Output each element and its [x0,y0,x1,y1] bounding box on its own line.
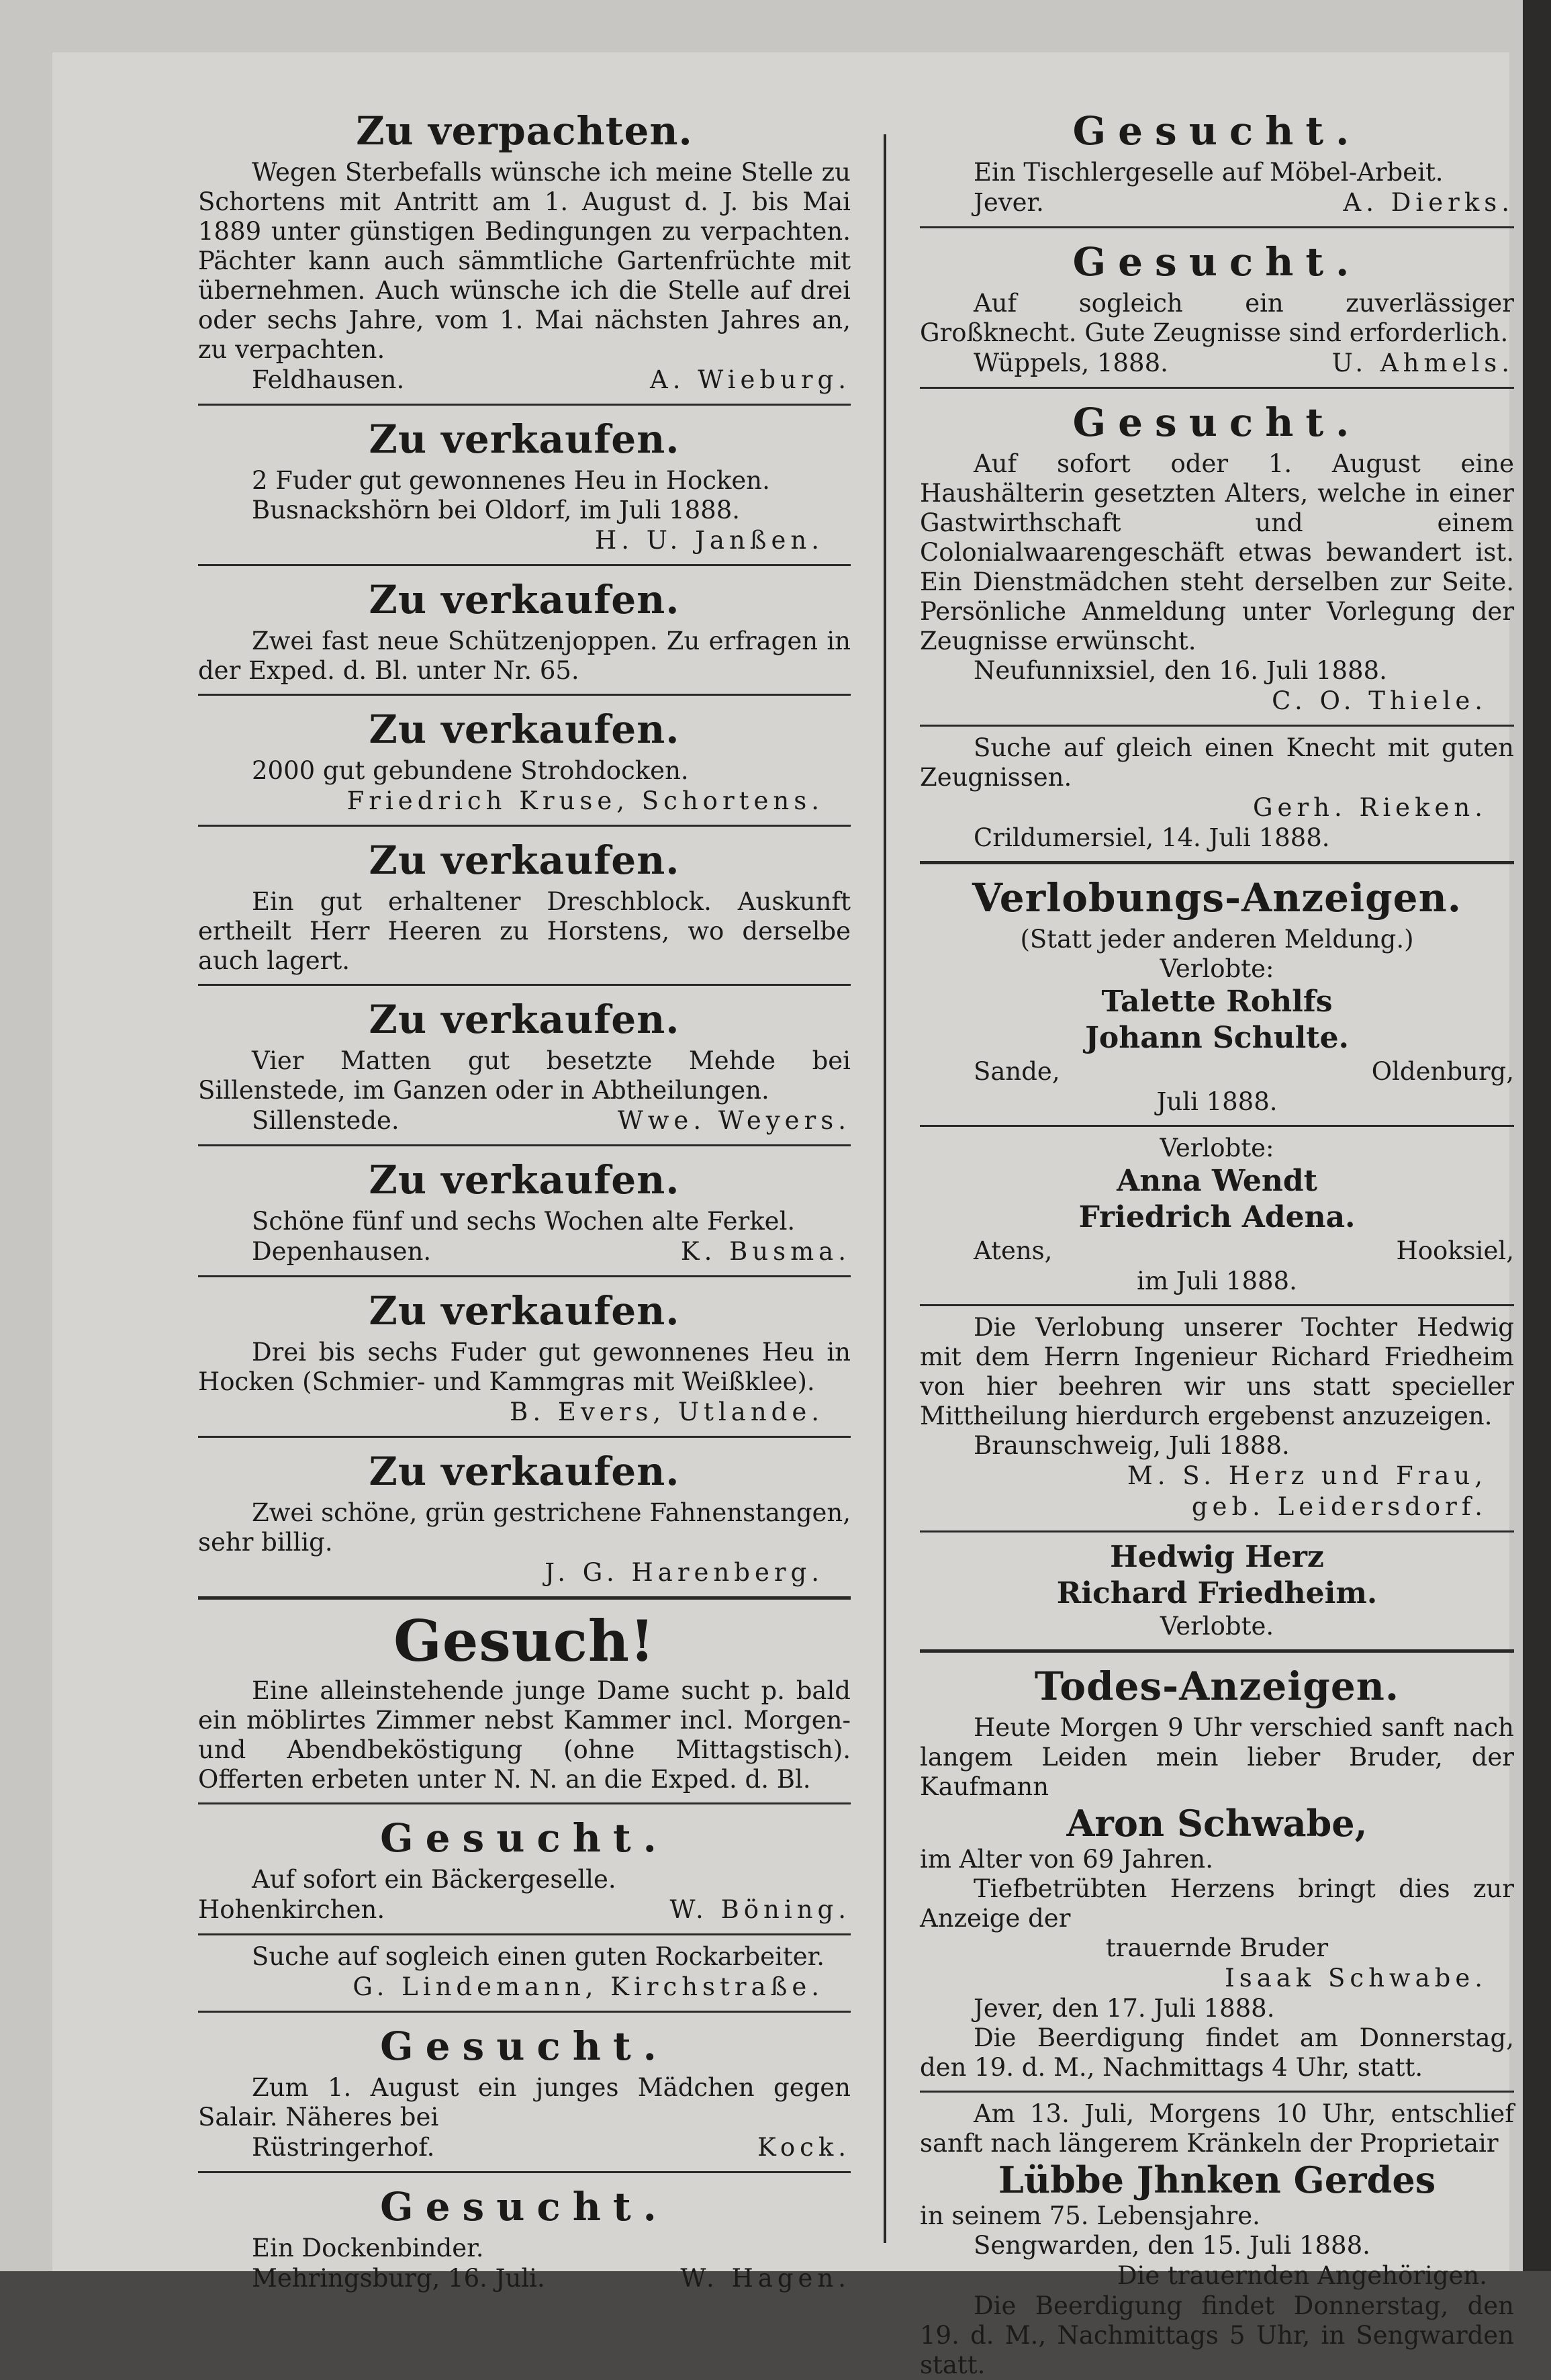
ad-place: Sillenstede. [252,1106,399,1135]
ad-date: Neufunnixsiel, den 16. Juli 1888. [974,656,1387,685]
ad-zu-verkaufen-joppen [198,573,851,686]
ad-heading: Zu verkaufen. [369,837,680,883]
deceased-name: Lübbe Jhnken Gerdes [998,2158,1436,2201]
engagement-notice-4 [920,1539,1514,1641]
engaged-name: Talette Rohlfs [1101,985,1333,1019]
notice-places [920,1236,1514,1267]
ad-zu-verkaufen-strohdocken [198,702,851,817]
engagement-notice-3 [920,1313,1514,1522]
separator-rule [198,984,851,986]
ad-text: 2 Fuder gut gewonnenes Heu in Hocken. [252,466,770,495]
ad-text: Eine alleinstehende junge Dame sucht p. bald ein möblirtes Zimmer nebst Kammer incl. Morgen- und Abendbeköstigung (ohne Mittagstisch). Offerten erbeten unter N. N. an die Exped. d. Bl. [198,1676,851,1794]
ad-name: Friedrich Kruse, Schortens. [346,786,824,815]
ad-text: Zwei fast neue Schützenjoppen. Zu erfragen in der Exped. d. Bl. unter Nr. 65. [198,627,851,685]
notice-date: Braunschweig, Juli 1888. [974,1431,1290,1460]
ad-signature [198,2263,851,2294]
notice-date: Juli 1888. [1156,1087,1278,1116]
notice-date: Jever, den 17. Juli 1888. [974,1994,1275,2023]
ad-place: Feldhausen. [252,365,405,394]
ad-rockarbeiter [198,1942,851,2003]
notice-place: Atens, [974,1236,1053,1265]
ad-name: Kock. [757,2133,851,2162]
ad-heading: Gesucht. [1072,400,1362,445]
ad-heading: Zu verkaufen. [369,997,680,1042]
ad-name: K. Busma. [680,1237,851,1266]
notice-label: Verlobte. [1160,1612,1274,1641]
ad-signature [920,187,1514,218]
separator-rule [198,1802,851,1804]
ad-text: Suche auf sogleich einen guten Rockarbeiter. [252,1942,825,1971]
deceased-name: Aron Schwabe, [1066,1802,1368,1845]
ad-name: A. Wieburg. [650,365,851,394]
funeral-text: Die Beerdigung findet am Donnerstag, den 19. d. M., Nachmittags 4 Uhr, statt. [920,2023,1514,2082]
notice-place: Sande, [974,1057,1060,1086]
separator-rule [198,2171,851,2173]
notice-subtitle: (Statt jeder anderen Meldung.) [1020,925,1414,954]
ad-heading: Gesucht. [380,2184,669,2230]
engaged-name: Anna Wendt [1117,1164,1317,1198]
ad-name: Wwe. Weyers. [617,1106,851,1135]
funeral-text: Die Beerdigung findet Donnerstag, den 19. d. M., Nachmittags 5 Uhr, in Sengwarden statt. [920,2291,1514,2379]
ad-text: Auf sogleich ein zuverlässiger Großknecht. Gute Zeugnisse sind erforderlich. [920,289,1514,347]
ad-name: W. Hagen. [680,2264,851,2293]
separator-rule [920,226,1514,228]
ad-gesucht-dockenbinder [198,2180,851,2294]
ad-place: Depenhausen. [252,1237,432,1266]
ad-name: H. U. Janßen. [594,526,824,555]
separator-rule [920,387,1514,389]
notice-signer: Isaak Schwabe. [1225,1964,1487,1993]
ad-heading: Zu verkaufen. [369,1288,680,1334]
engaged-name: Richard Friedheim. [1056,1576,1378,1610]
notice-places [920,1056,1514,1087]
separator-rule [198,404,851,406]
notice-signer: geb. Leidersdorf. [1191,1492,1487,1521]
ad-place: Mehringsburg, 16. Juli. [252,2264,545,2293]
section-heading: Todes-Anzeigen. [1034,1663,1400,1709]
ad-signature [198,365,851,396]
ad-heading: Zu verkaufen. [369,1157,680,1203]
notice-age: in seinem 75. Lebensjahre. [920,2201,1260,2230]
ad-name: Gerh. Rieken. [1253,793,1487,822]
ad-place: Jever. [974,188,1044,217]
ad-date: Crildumersiel, 14. Juli 1888. [974,823,1330,852]
ad-signature [198,1236,851,1267]
ad-signature [198,1105,851,1136]
notice-text: Am 13. Juli, Morgens 10 Uhr, entschlief sanft nach längerem Kränkeln der Proprietair [920,2099,1514,2158]
engaged-name: Hedwig Herz [1110,1540,1324,1574]
right-column [920,104,1514,2380]
notice-signer: M. S. Herz und Frau, [1127,1461,1487,1490]
ad-signature [920,348,1514,379]
ad-zu-verpachten [198,104,851,396]
separator-rule [920,861,1514,864]
ad-heading: Zu verkaufen. [369,1449,680,1494]
ad-heading: Gesuch! [393,1608,655,1674]
ad-text: Zwei schöne, grün gestrichene Fahnenstangen, sehr billig. [198,1498,851,1557]
separator-rule [920,1530,1514,1532]
notice-text: trauernde Bruder [1105,1933,1329,1962]
ad-heading: Gesucht. [380,1815,669,1861]
notice-age: im Alter von 69 Jahren. [920,1845,1213,1874]
ad-signature [198,2132,851,2163]
ad-gesucht-tischler [920,104,1514,218]
ad-name: G. Lindemann, Kirchstraße. [352,1972,824,2001]
ad-text: Vier Matten gut besetzte Mehde bei Sillenstede, im Ganzen oder in Abtheilungen. [198,1046,851,1105]
notice-place: Hooksiel, [1396,1236,1514,1265]
ad-text: Wegen Sterbefalls wünsche ich meine Stelle zu Schortens mit Antritt am 1. August d. J. bis Mai 1889 unter günstigen Bedingungen zu verpachten. Pächter kann auch sämmtliche Gartenfrüchte mit übernehmen. Auch wünsche ich die Stelle auf drei oder sechs Jahre, vom 1. Mai nächsten Jahres an, zu verpachten. [198,158,851,364]
ad-place: Rüstringerhof. [252,2133,435,2162]
engaged-name: Johann Schulte. [1085,1021,1349,1055]
separator-rule [920,725,1514,727]
separator-rule [198,1275,851,1277]
ad-heading: Gesucht. [380,2023,669,2069]
ad-zu-verkaufen-fahnenstangen [198,1445,851,1588]
ad-name: C. O. Thiele. [1272,686,1487,715]
ad-place: Hohenkirchen. [198,1895,385,1924]
column-divider [884,134,886,2243]
ad-name: U. Ahmels. [1331,349,1514,377]
death-notice-2 [920,2099,1514,2380]
notice-text: Die Verlobung unserer Tochter Hedwig mit dem Herrn Ingenieur Richard Friedheim von hier beehren wir uns statt specieller Mittheilung hierdurch ergebenst anzuzeigen. [920,1313,1514,1430]
notice-place: Oldenburg, [1371,1057,1514,1086]
ad-gesucht-maedchen [198,2019,851,2163]
ad-text: Drei bis sechs Fuder gut gewonnenes Heu in Hocken (Schmier- und Kammgras mit Weißklee). [198,1338,851,1396]
ad-gesucht-baecker [198,1811,851,1925]
ad-place: Wüppels, 1888. [974,349,1168,377]
notice-text: Tiefbetrübten Herzens bringt dies zur Anzeige der [920,1874,1514,1933]
ad-knecht [920,733,1514,853]
notice-text: Heute Morgen 9 Uhr verschied sanft nach langem Leiden mein lieber Bruder, der Kaufmann [920,1713,1514,1801]
separator-rule [198,1436,851,1438]
ad-zu-verkaufen-dreschblock [198,833,851,976]
separator-rule [920,1125,1514,1127]
ad-text: Auf sofort ein Bäckergeselle. [252,1865,616,1894]
ad-heading: Gesucht. [1072,108,1362,154]
separator-rule [198,694,851,696]
ad-heading: Zu verkaufen. [369,706,680,752]
ad-heading: Zu verpachten. [356,108,693,154]
ad-gesucht-grossknecht [920,235,1514,379]
ad-heading: Zu verkaufen. [369,577,680,623]
ad-signature [198,1894,851,1925]
ad-text: Ein Tischlergeselle auf Möbel-Arbeit. [974,158,1444,187]
notice-signer: Die trauernden Angehörigen. [1117,2261,1487,2290]
ad-zu-verkaufen-hocken [198,1284,851,1428]
notice-label: Verlobte: [1160,954,1274,983]
death-notice-1 [920,1659,1514,2082]
ad-text: Suche auf gleich einen Knecht mit guten Zeugnissen. [920,733,1514,792]
notice-date: Sengwarden, den 15. Juli 1888. [974,2231,1370,2260]
ad-gesucht-haushaelterin [920,396,1514,717]
ad-text: Auf sofort oder 1. August eine Haushälterin gesetzten Alters, welche in einer Gastwirthschaft und einem Colonialwaarengeschäft etwas bewandert ist. Ein Dienstmädchen steht derselben zur Seite. Persönliche Anmeldung unter Vorlegung der Zeugnisse erwünscht. [920,449,1514,655]
separator-rule [920,2091,1514,2093]
ad-text: Zum 1. August ein junges Mädchen gegen Salair. Näheres bei [198,2073,851,2132]
ad-gesuch [198,1606,851,1794]
ad-text: Ein Dockenbinder. [252,2234,484,2262]
ad-text: Busnackshörn bei Oldorf, im Juli 1888. [252,496,740,524]
ad-zu-verkaufen-ferkel [198,1153,851,1267]
separator-rule [198,2011,851,2013]
ad-heading: Zu verkaufen. [369,416,680,462]
separator-rule [920,1649,1514,1653]
notice-date: im Juli 1888. [1137,1267,1297,1295]
separator-rule [920,1304,1514,1306]
ad-text: Schöne fünf und sechs Wochen alte Ferkel. [252,1207,796,1236]
ad-zu-verkaufen-mehde [198,993,851,1136]
separator-rule [198,1596,851,1600]
engaged-name: Friedrich Adena. [1078,1200,1356,1234]
ad-text: Ein gut erhaltener Dreschblock. Auskunft ertheilt Herr Heeren zu Horstens, wo derselbe auch lagert. [198,887,851,975]
ad-name: W. Böning. [669,1895,851,1924]
notice-label: Verlobte: [1160,1134,1274,1162]
separator-rule [198,564,851,566]
section-heading: Verlobungs-Anzeigen. [972,875,1462,921]
ad-heading: Gesucht. [1072,239,1362,285]
ad-name: B. Evers, Utlande. [510,1398,824,1426]
ad-zu-verkaufen-heu [198,412,851,556]
separator-rule [198,1144,851,1146]
engagement-notice-1 [920,871,1514,1117]
left-column [198,104,851,2294]
adjacent-page-edge [1523,0,1551,2271]
separator-rule [198,1933,851,1935]
ad-name: A. Dierks. [1343,188,1514,217]
ad-name: J. G. Harenberg. [545,1558,824,1587]
separator-rule [198,825,851,827]
engagement-notice-2 [920,1134,1514,1296]
ad-text: 2000 gut gebundene Strohdocken. [252,756,689,785]
